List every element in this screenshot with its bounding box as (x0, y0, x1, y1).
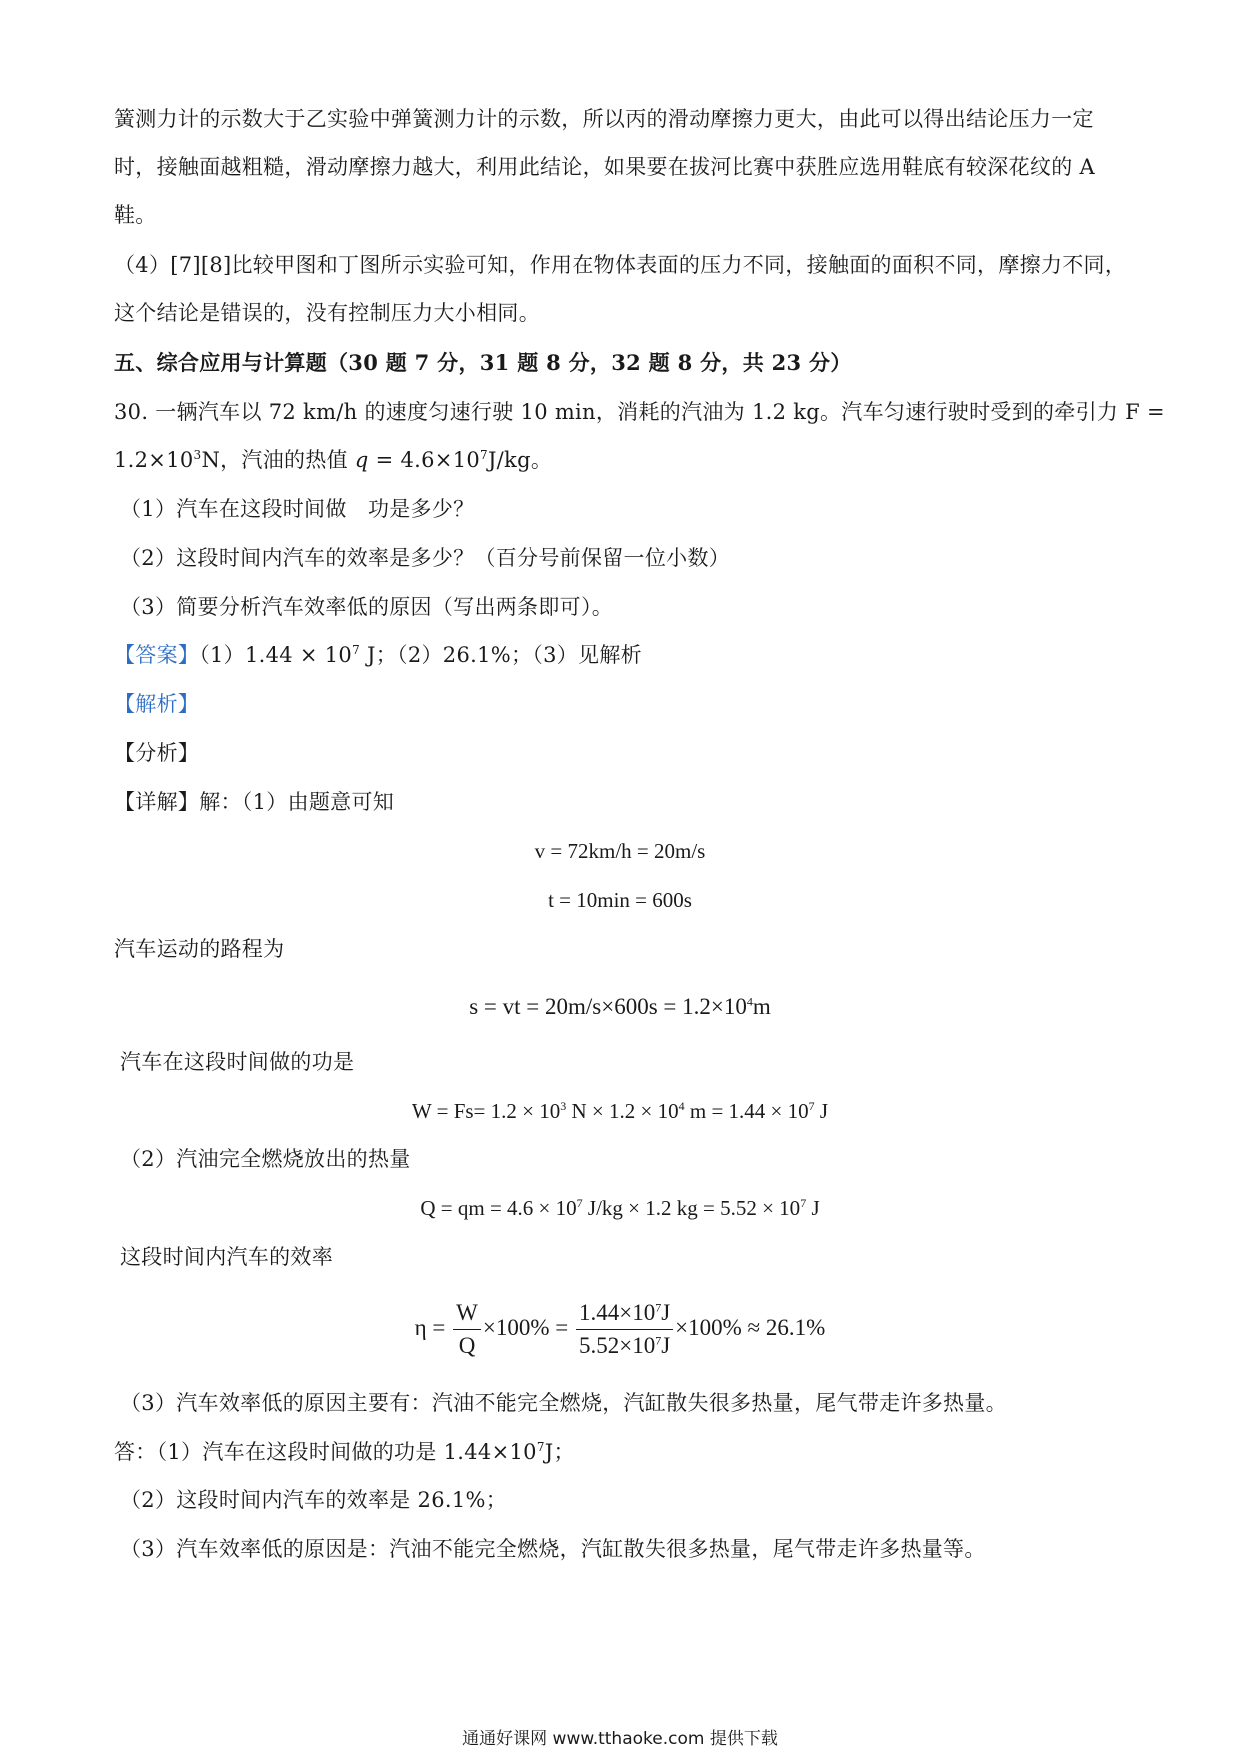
jiexi-label: 【解析】 (114, 692, 200, 716)
question-line-1: 30. 一辆汽车以 72 km/h 的速度匀速行驶 10 min，消耗的汽油为 1.2 kg。汽车匀速行驶时受到的牵引力 F = (114, 400, 1165, 424)
answer-line: 【答案】$(1)1.44 \times 10^7$ J；（2）26.1%；（3）见解析 (114, 643, 642, 667)
xiangjie-label: 【详解】 (114, 790, 200, 814)
question-sub-1: （1）汽车在这段时间做 功是多少？ (120, 497, 475, 521)
equation-t: t = 10min = 600s (548, 888, 692, 912)
equation-s: s = vt = $20m/s\times 600s = 1.2\times 10^4m$ (469, 994, 771, 1019)
question-sub-2: （2）这段时间内汽车的效率是多少？（百分号前保留一位小数） (120, 546, 731, 570)
w-intro: 汽车在这段时间做的功是 (120, 1050, 355, 1074)
xiangjie-line: 【详解】解：（1）由题意可知 (114, 790, 395, 814)
equation-v: v = 72km/h = 20m/s (534, 839, 706, 863)
equation-q: Q = qm = $4.6 \times 10^7$ J/kg × 1.2 kg = $5.52 \times 10^7$ J (420, 1196, 820, 1220)
question-sub-3: （3）简要分析汽车效率低的原因（写出两条即可）。 (120, 595, 614, 619)
final-answer-1: 答：（1）汽车在这段时间做的功是 $1.44\times 10^7J$； (114, 1440, 575, 1464)
footer-watermark: 通通好课网 www.tthaoke.com 提供下载 (462, 1729, 778, 1749)
intro-line-2: 时，接触面越粗糙，滑动摩擦力越大，利用此结论，如果要在拔河比赛中获胜应选用鞋底有较深花纹的 A (114, 155, 1095, 179)
q-intro: （2）汽油完全燃烧放出的热量 (120, 1147, 411, 1171)
eta-intro: 这段时间内汽车的效率 (120, 1245, 333, 1269)
answer-label: 【答案】 (114, 643, 200, 667)
final-answer-3: （3）汽车效率低的原因是：汽油不能完全燃烧，汽缸散失很多热量，尾气带走许多热量等。 (120, 1537, 986, 1561)
intro-line-1: 簧测力计的示数大于乙实验中弹簧测力计的示数，所以丙的滑动摩擦力更大，由此可以得出结论压力一定 (114, 107, 1094, 131)
fraction-w-over-q: $\frac{W}{Q}$ (453, 1298, 481, 1361)
intro-line-3: 鞋。 (114, 203, 157, 227)
question-line-2: $1.2\times 10^3N$，汽油的热值 $q = 4.6\times 10^7J/kg$。 (114, 448, 553, 472)
intro-line-5: 这个结论是错误的，没有控制压力大小相同。 (114, 301, 540, 325)
equation-eta: η = $\frac{W}{Q}$ ×100% = $\frac{1.44\times 10^7J}{5.52\times 10^7J}$ ×100% ≈ 26.1% (0, 1298, 1240, 1361)
s-intro: 汽车运动的路程为 (114, 937, 285, 961)
final-answer-2: （2）这段时间内汽车的效率是 26.1%； (120, 1488, 508, 1512)
equation-w: $W = Fs= 1.2 \times 10^3$ $N \times 1.2 \times 10^4$ $m = 1.44 \times 10^7$ J (411, 1099, 829, 1123)
section-title: 五、综合应用与计算题（30 题 7 分，31 题 8 分，32 题 8 分，共 23 分） (114, 350, 852, 375)
fenxi-label: 【分析】 (114, 741, 200, 765)
intro-line-4: （4）[7][8]比较甲图和丁图所示实验可知，作用在物体表面的压力不同，接触面的面积不同，摩擦力不同， (114, 253, 1127, 277)
part3-text: （3）汽车效率低的原因主要有：汽油不能完全燃烧，汽缸散失很多热量，尾气带走许多热量。 (120, 1391, 1007, 1415)
fraction-values: $\frac{1.44\times 10^7J}{5.52\times 10^7J}$ (576, 1298, 673, 1361)
